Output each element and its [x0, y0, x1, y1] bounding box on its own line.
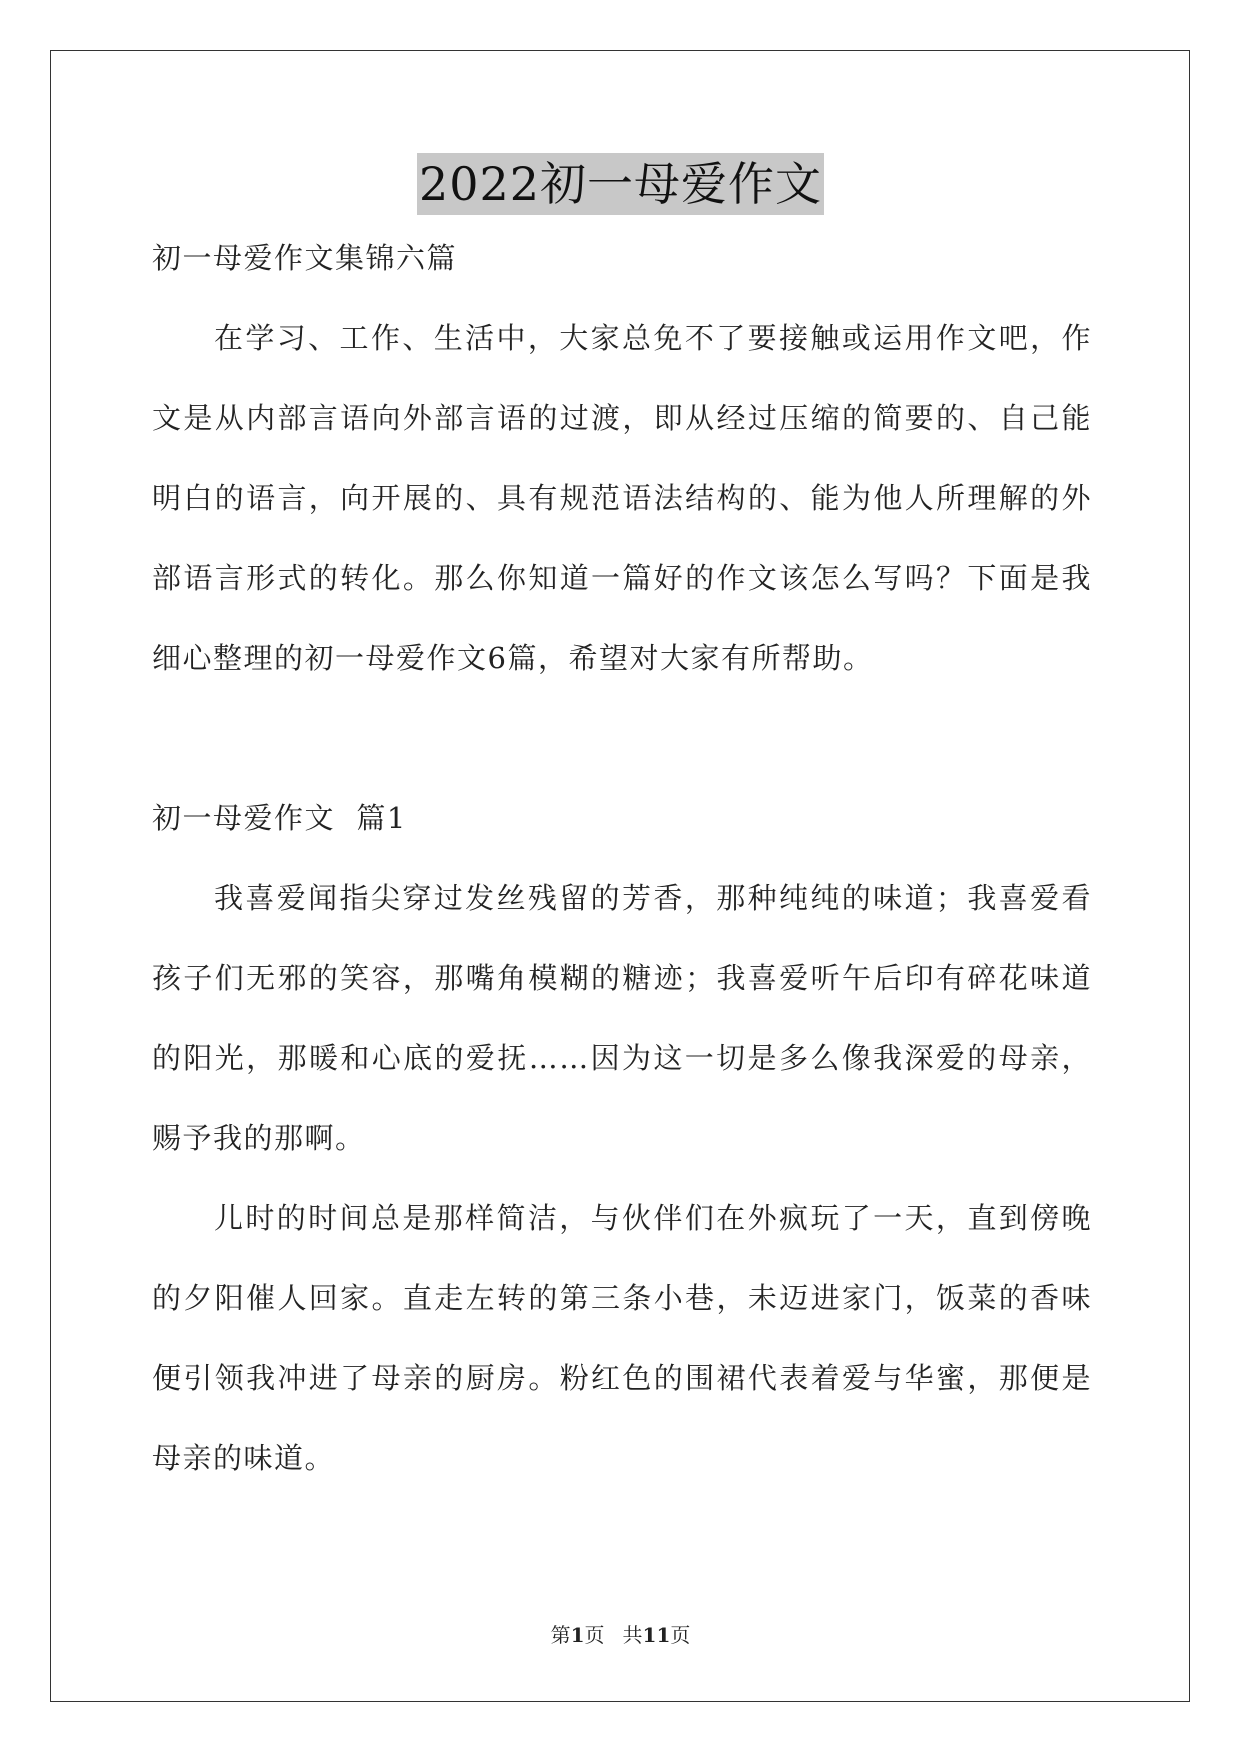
- paragraph1-line-2: 孩子们无邪的笑容，那嘴角模糊的糖迹；我喜爱听午后印有碎花味道: [152, 961, 1092, 995]
- total-suffix: 页: [670, 1623, 691, 1647]
- section-heading: 初一母爱作文 篇1: [152, 801, 407, 835]
- intro-line-1: 在学习、工作、生活中，大家总免不了要接触或运用作文吧，作: [214, 321, 1092, 355]
- document-subtitle: 初一母爱作文集锦六篇: [152, 241, 458, 275]
- paragraph2-line-2: 的夕阳催人回家。直走左转的第三条小巷，未迈进家门，饭菜的香味: [152, 1281, 1092, 1315]
- total-pages: 11: [642, 1623, 671, 1647]
- paragraph2-line-4: 母亲的味道。: [152, 1441, 336, 1475]
- paragraph2-line-1: 儿时的时间总是那样简洁，与伙伴们在外疯玩了一天，直到傍晚: [214, 1201, 1092, 1235]
- intro-line-2: 文是从内部言语向外部言语的过渡，即从经过压缩的简要的、自己能: [152, 401, 1092, 435]
- intro-line-5: 细心整理的初一母爱作文6篇，希望对大家有所帮助。: [152, 641, 874, 675]
- total-prefix: 共: [622, 1623, 643, 1647]
- page-footer: [0, 1622, 1241, 1648]
- document-title: 2022初一母爱作文: [417, 153, 824, 215]
- intro-line-3: 明白的语言，向开展的、具有规范语法结构的、能为他人所理解的外: [152, 481, 1092, 515]
- paragraph1-line-4: 赐予我的那啊。: [152, 1121, 366, 1155]
- paragraph1-line-3: 的阳光，那暖和心底的爱抚……因为这一切是多么像我深爱的母亲，: [152, 1041, 1092, 1075]
- page-prefix: 第: [550, 1623, 571, 1647]
- intro-line-4: 部语言形式的转化。那么你知道一篇好的作文该怎么写吗？下面是我: [152, 561, 1092, 595]
- paragraph1-line-1: 我喜爱闻指尖穿过发丝残留的芳香，那种纯纯的味道；我喜爱看: [214, 881, 1092, 915]
- title-container: [0, 153, 1241, 215]
- paragraph2-line-3: 便引领我冲进了母亲的厨房。粉红色的围裙代表着爱与华蜜，那便是: [152, 1361, 1092, 1395]
- page-suffix: 页: [584, 1623, 605, 1647]
- page-number: 1: [570, 1623, 585, 1647]
